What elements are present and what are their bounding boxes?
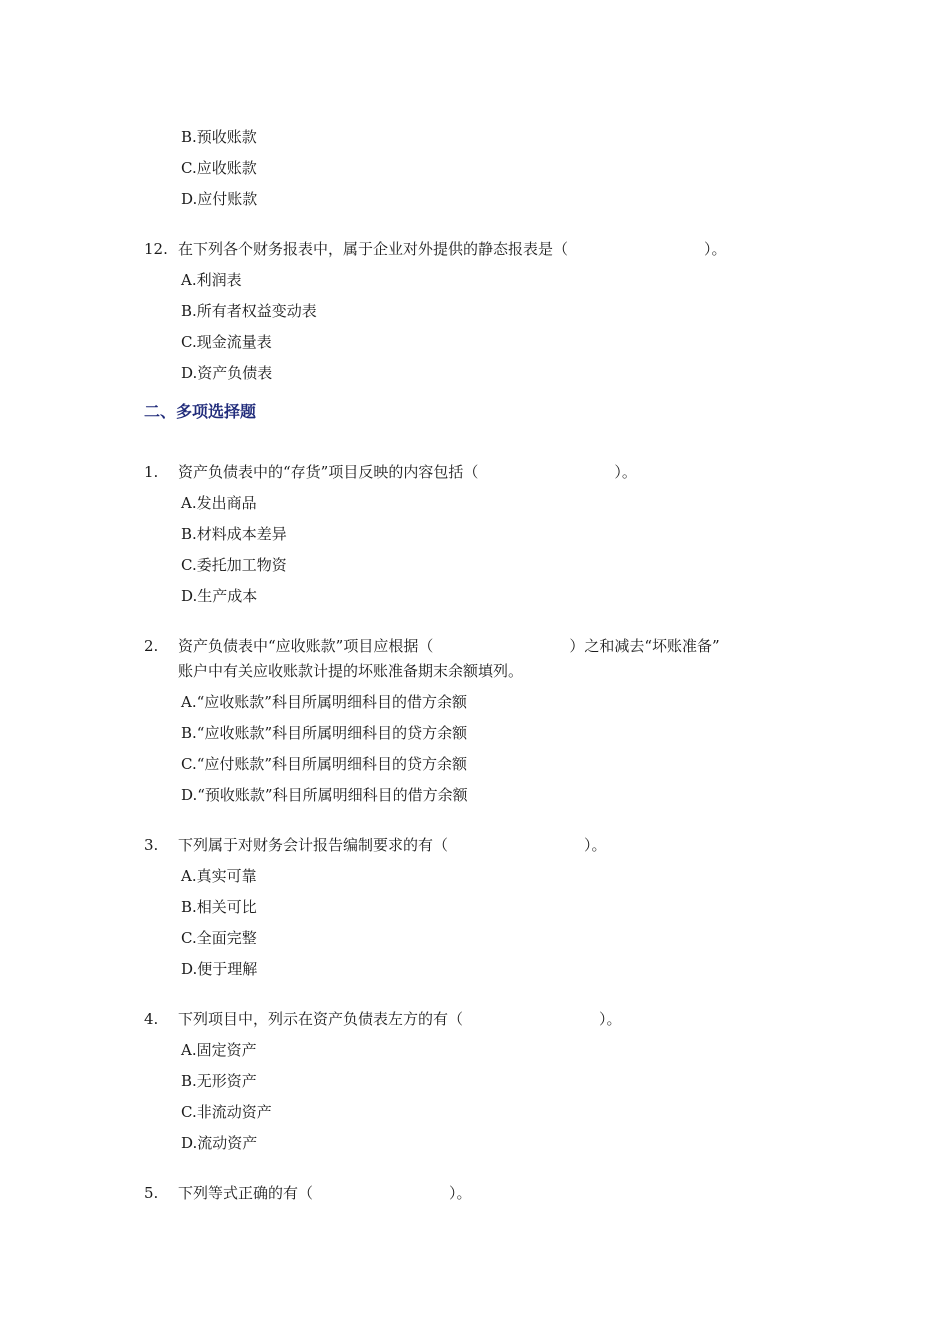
mc-question-3-text: [178, 834, 607, 856]
option-d-prev: D.应付账款: [181, 190, 258, 208]
mc-question-1-text: [178, 461, 637, 483]
mc-question-3-option-c: C.全面完整: [181, 929, 257, 947]
mc-question-1-option-b: B.材料成本差异: [181, 525, 287, 543]
mc-question-4-number: 4.: [144, 1010, 159, 1028]
mc-question-2-text: [178, 635, 720, 657]
section-heading-multiple-choice: 二、多项选择题: [144, 402, 257, 421]
mc-question-2-number: 2.: [144, 637, 159, 655]
mc-question-5-text: [178, 1182, 472, 1204]
mc-question-5-number: 5.: [144, 1184, 159, 1202]
mc-question-3-number: 3.: [144, 836, 159, 854]
mc-question-4-text: [178, 1008, 622, 1030]
question-12-option-c: C.现金流量表: [181, 333, 272, 351]
mc-question-3-option-b: B.相关可比: [181, 898, 257, 916]
mc-question-1-option-a: A.发出商品: [181, 494, 257, 512]
mc-question-3-option-a: A.真实可靠: [181, 867, 257, 885]
question-12-text: [178, 238, 727, 260]
question-12-number: 12.: [144, 240, 168, 258]
mc-question-4-option-b: B.无形资产: [181, 1072, 257, 1090]
mc-question-5-text-before: 下列等式正确的有（: [178, 1184, 314, 1202]
option-c-prev: C.应收账款: [181, 159, 257, 177]
mc-question-4-option-a: A.固定资产: [181, 1041, 257, 1059]
question-12-text-before: 在下列各个财务报表中，属于企业对外提供的静态报表是（: [178, 240, 569, 258]
mc-question-1-option-d: D.生产成本: [181, 587, 258, 605]
mc-question-4-option-d: D.流动资产: [181, 1134, 258, 1152]
mc-question-3-text-before: 下列属于对财务会计报告编制要求的有（: [178, 836, 449, 854]
mc-question-2-text-after: ）之和减去“坏账准备”: [569, 637, 720, 655]
mc-question-2-option-a: A.“应收账款”科目所属明细科目的借方余额: [181, 693, 467, 711]
mc-question-2-text-before: 资产负债表中“应收账款”项目应根据（: [178, 637, 434, 655]
mc-question-4-option-c: C.非流动资产: [181, 1103, 272, 1121]
mc-question-1-number: 1.: [144, 463, 159, 481]
question-12-option-a: A.利润表: [181, 271, 242, 289]
mc-question-3-option-d: D.便于理解: [181, 960, 258, 978]
mc-question-2-option-b: B.“应收账款”科目所属明细科目的贷方余额: [181, 724, 468, 742]
mc-question-2-option-c: C.“应付账款”科目所属明细科目的贷方余额: [181, 755, 468, 773]
mc-question-1-text-before: 资产负债表中的“存货”项目反映的内容包括（: [178, 463, 479, 481]
mc-question-4-text-before: 下列项目中，列示在资产负债表左方的有（: [178, 1010, 464, 1028]
mc-question-2-option-d: D.“预收账款”科目所属明细科目的借方余额: [181, 786, 468, 804]
mc-question-2-text-line2: 账户中有关应收账款计提的坏账准备期末余额填列。: [178, 662, 524, 680]
mc-question-4-text-after: ）。: [599, 1010, 622, 1028]
question-12-text-after: ）。: [704, 240, 727, 258]
mc-question-3-text-after: ）。: [584, 836, 607, 854]
mc-question-1-text-after: ）。: [614, 463, 637, 481]
mc-question-1-option-c: C.委托加工物资: [181, 556, 287, 574]
question-12-option-d: D.资产负债表: [181, 364, 273, 382]
option-b-prev: B.预收账款: [181, 128, 257, 146]
question-12-option-b: B.所有者权益变动表: [181, 302, 317, 320]
mc-question-5-text-after: ）。: [449, 1184, 472, 1202]
